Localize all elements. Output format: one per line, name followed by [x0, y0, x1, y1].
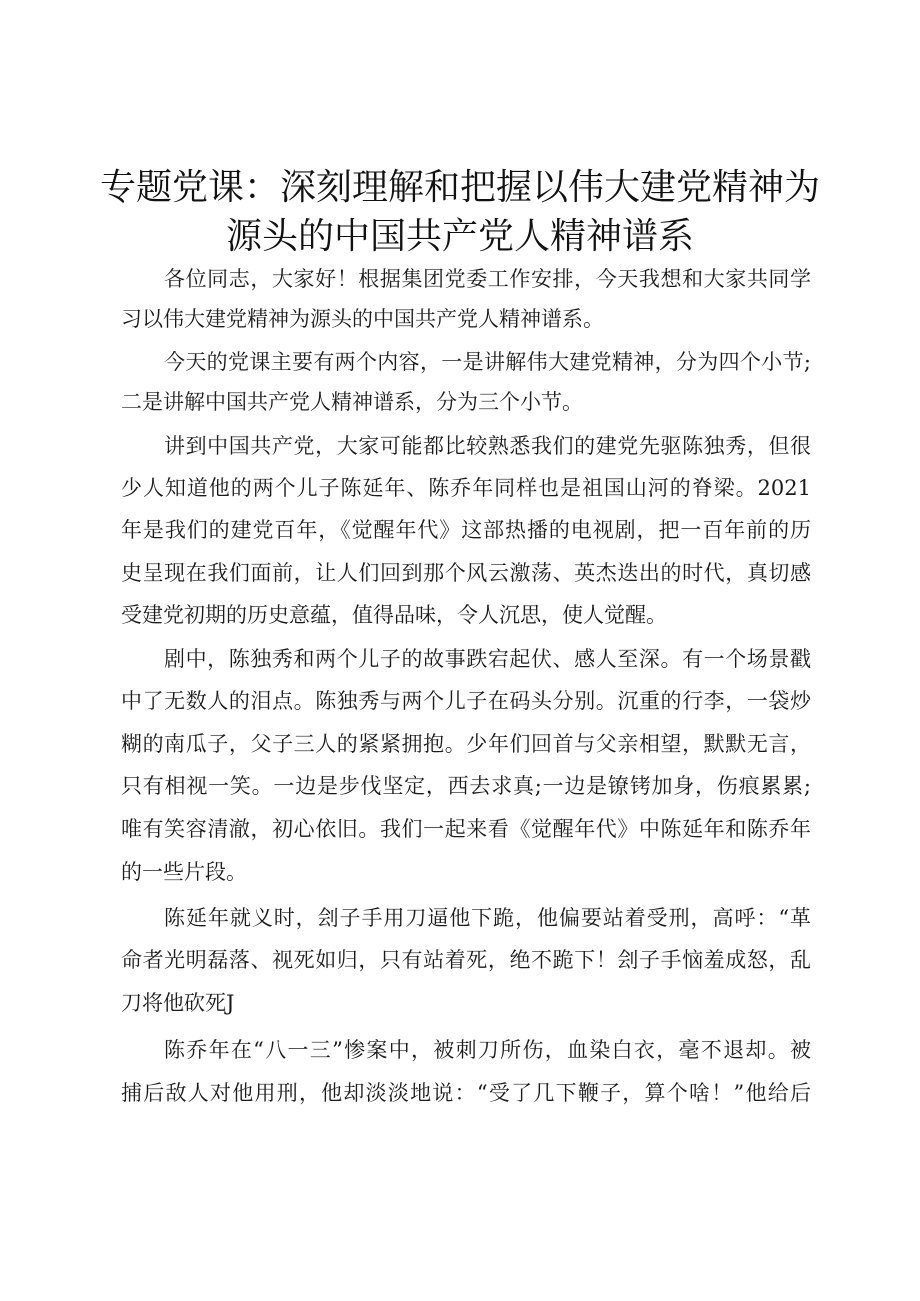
- body-text-line: 中了无数人的泪点。陈独秀与两个儿子在码头分别。沉重的行李，一袋炒: [121, 689, 811, 713]
- body-text-line: 命者光明磊落、视死如归，只有站着死，绝不跪下！刽子手恼羞成怒，乱: [121, 948, 811, 972]
- body-text-line: 习以伟大建党精神为源头的中国共产党人精神谱系。: [121, 307, 604, 331]
- body-text-line: 只有相视一笑。一边是步伐坚定，西去求真;一边是镣铐加身，伤痕累累;: [121, 774, 811, 798]
- body-text-line: 年是我们的建党百年，《觉醒年代》这部热播的电视剧，把一百年前的历: [121, 518, 811, 542]
- body-text-line: 捕后敌人对他用刑，他却淡淡地说：“受了几下鞭子，算个啥！”他给后: [121, 1081, 811, 1105]
- body-text-line: 剧中，陈独秀和两个儿子的故事跌宕起伏、感人至深。有一个场景戳: [164, 647, 811, 671]
- body-text-line: 的一些片段。: [121, 860, 247, 884]
- document-title-line-1: 专题党课：深刻理解和把握以伟大建党精神为: [100, 167, 821, 208]
- body-text-line: 今天的党课主要有两个内容，一是讲解伟大建党精神，分为四个小节;: [164, 350, 811, 374]
- body-text-line: 陈延年就义时，刽子手用刀逼他下跪，他偏要站着受刑，高呼：“革: [164, 906, 811, 930]
- body-text-line: 各位同志，大家好！根据集团党委工作安排，今天我想和大家共同学: [164, 267, 811, 291]
- body-text-line: 刀将他砍死J: [121, 991, 235, 1015]
- body-text-line: 受建党初期的历史意蕴，值得品味，令人沉思，使人觉醒。: [121, 603, 667, 627]
- body-text-line: 唯有笑容清澈，初心依旧。我们一起来看《觉醒年代》中陈延年和陈乔年: [121, 817, 811, 841]
- body-text-line: 陈乔年在“八一三”惨案中，被刺刀所伤，血染白衣，毫不退却。被: [164, 1038, 811, 1062]
- body-text-line: 糊的南瓜子，父子三人的紧紧拥抱。少年们回首与父亲相望，默默无言，: [121, 732, 811, 756]
- body-text-line: 讲到中国共产党，大家可能都比较熟悉我们的建党先驱陈独秀，但很: [164, 434, 811, 458]
- document-title-line-2: 源头的中国共产党人精神谱系: [225, 216, 694, 257]
- body-text-line: 二是讲解中国共产党人精神谱系，分为三个小节。: [121, 390, 583, 414]
- body-text-line: 少人知道他的两个儿子陈延年、陈乔年同样也是祖国山河的脊梁。2021: [121, 476, 811, 500]
- body-text-line: 史呈现在我们面前，让人们回到那个风云激荡、英杰迭出的时代，真切感: [121, 561, 811, 585]
